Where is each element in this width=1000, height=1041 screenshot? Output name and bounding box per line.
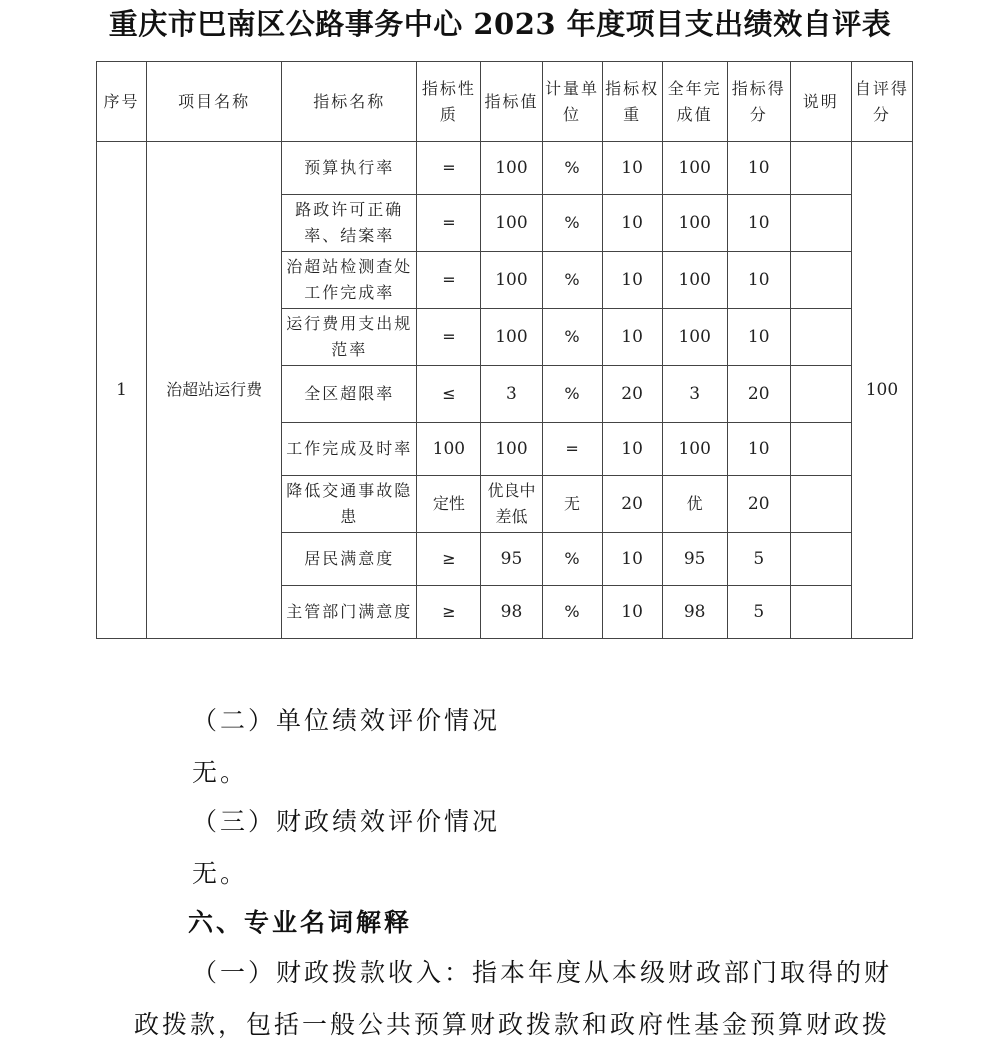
score-cell: 10 (727, 142, 790, 195)
indicator-cell: 治超站检测查处工作完成率 (282, 252, 417, 309)
table-header-row (97, 62, 913, 142)
unit-cell: % (542, 252, 602, 309)
indicator-cell: 路政许可正确率、结案率 (282, 195, 417, 252)
actual-cell: 100 (662, 309, 727, 366)
indicator-cell: 居民满意度 (282, 533, 417, 586)
unit-cell: % (542, 586, 602, 639)
header-cell: 说明 (790, 62, 851, 142)
weight-cell: 10 (602, 309, 662, 366)
score-cell: 5 (727, 533, 790, 586)
unit-cell: % (542, 533, 602, 586)
score-cell: 5 (727, 586, 790, 639)
nature-cell: = (417, 195, 481, 252)
note-cell (790, 252, 851, 309)
score-cell: 10 (727, 195, 790, 252)
finance-evaluation-text: 无。 (192, 859, 249, 888)
note-cell (790, 586, 851, 639)
nature-cell: ≤ (417, 366, 481, 423)
weight-cell: 10 (602, 533, 662, 586)
actual-cell: 3 (662, 366, 727, 423)
indicator-cell: 主管部门满意度 (282, 586, 417, 639)
value-cell: 100 (481, 252, 542, 309)
note-cell (790, 142, 851, 195)
finance-evaluation-heading: （三）财政绩效评价情况 (192, 807, 501, 836)
value-cell: 3 (481, 366, 542, 423)
seq-cell: 1 (97, 142, 147, 639)
nature-cell: = (417, 142, 481, 195)
terms-heading: 六、专业名词解释 (188, 908, 413, 937)
note-cell (790, 476, 851, 533)
header-cell: 全年完成值 (662, 62, 727, 142)
indicator-cell: 运行费用支出规范率 (282, 309, 417, 366)
value-cell: 98 (481, 586, 542, 639)
actual-cell: 100 (662, 195, 727, 252)
value-cell: 100 (481, 195, 542, 252)
header-cell: 指标权重 (602, 62, 662, 142)
actual-cell: 95 (662, 533, 727, 586)
score-cell: 20 (727, 476, 790, 533)
unit-evaluation-text: 无。 (192, 758, 249, 787)
note-cell (790, 423, 851, 476)
header-cell: 指标名称 (282, 62, 417, 142)
score-cell: 20 (727, 366, 790, 423)
nature-cell: = (417, 252, 481, 309)
header-cell: 指标性质 (417, 62, 481, 142)
weight-cell: 20 (602, 476, 662, 533)
value-cell: 优良中差低 (481, 476, 542, 533)
indicator-cell: 降低交通事故隐患 (282, 476, 417, 533)
weight-cell: 10 (602, 195, 662, 252)
weight-cell: 10 (602, 423, 662, 476)
weight-cell: 10 (602, 142, 662, 195)
note-cell (790, 366, 851, 423)
nature-cell: 定性 (417, 476, 481, 533)
unit-cell: % (542, 195, 602, 252)
value-cell: 100 (481, 142, 542, 195)
score-cell: 10 (727, 252, 790, 309)
unit-cell: 无 (542, 476, 602, 533)
header-cell: 自评得分 (851, 62, 912, 142)
actual-cell: 100 (662, 142, 727, 195)
table-row (97, 142, 913, 195)
indicator-cell: 工作完成及时率 (282, 423, 417, 476)
performance-table (96, 61, 913, 639)
weight-cell: 10 (602, 252, 662, 309)
indicator-cell: 全区超限率 (282, 366, 417, 423)
nature-cell: = (417, 309, 481, 366)
weight-cell: 10 (602, 586, 662, 639)
terms-paragraph-line: 政拨款，包括一般公共预算财政拨款和政府性基金预算财政拨 (134, 1010, 891, 1039)
value-cell: 95 (481, 533, 542, 586)
header-cell: 指标得分 (727, 62, 790, 142)
actual-cell: 98 (662, 586, 727, 639)
unit-cell: % (542, 366, 602, 423)
nature-cell: 100 (417, 423, 481, 476)
nature-cell: ≥ (417, 586, 481, 639)
header-cell: 序号 (97, 62, 147, 142)
score-cell: 10 (727, 309, 790, 366)
note-cell (790, 195, 851, 252)
weight-cell: 20 (602, 366, 662, 423)
actual-cell: 100 (662, 252, 727, 309)
header-cell: 计量单位 (542, 62, 602, 142)
score-cell: 10 (727, 423, 790, 476)
actual-cell: 100 (662, 423, 727, 476)
unit-cell: % (542, 309, 602, 366)
self-score-cell: 100 (851, 142, 912, 639)
note-cell (790, 309, 851, 366)
page-title: 重庆市巴南区公路事务中心 2023 年度项目支出绩效自评表 (108, 7, 892, 41)
actual-cell: 优 (662, 476, 727, 533)
note-cell (790, 533, 851, 586)
header-cell: 指标值 (481, 62, 542, 142)
indicator-cell: 预算执行率 (282, 142, 417, 195)
project-name-cell: 治超站运行费 (147, 142, 282, 639)
nature-cell: ≥ (417, 533, 481, 586)
terms-paragraph-line: （一）财政拨款收入：指本年度从本级财政部门取得的财 (192, 958, 893, 987)
header-cell: 项目名称 (147, 62, 282, 142)
unit-cell: % (542, 142, 602, 195)
value-cell: 100 (481, 309, 542, 366)
unit-cell: = (542, 423, 602, 476)
unit-evaluation-heading: （二）单位绩效评价情况 (192, 706, 501, 735)
value-cell: 100 (481, 423, 542, 476)
